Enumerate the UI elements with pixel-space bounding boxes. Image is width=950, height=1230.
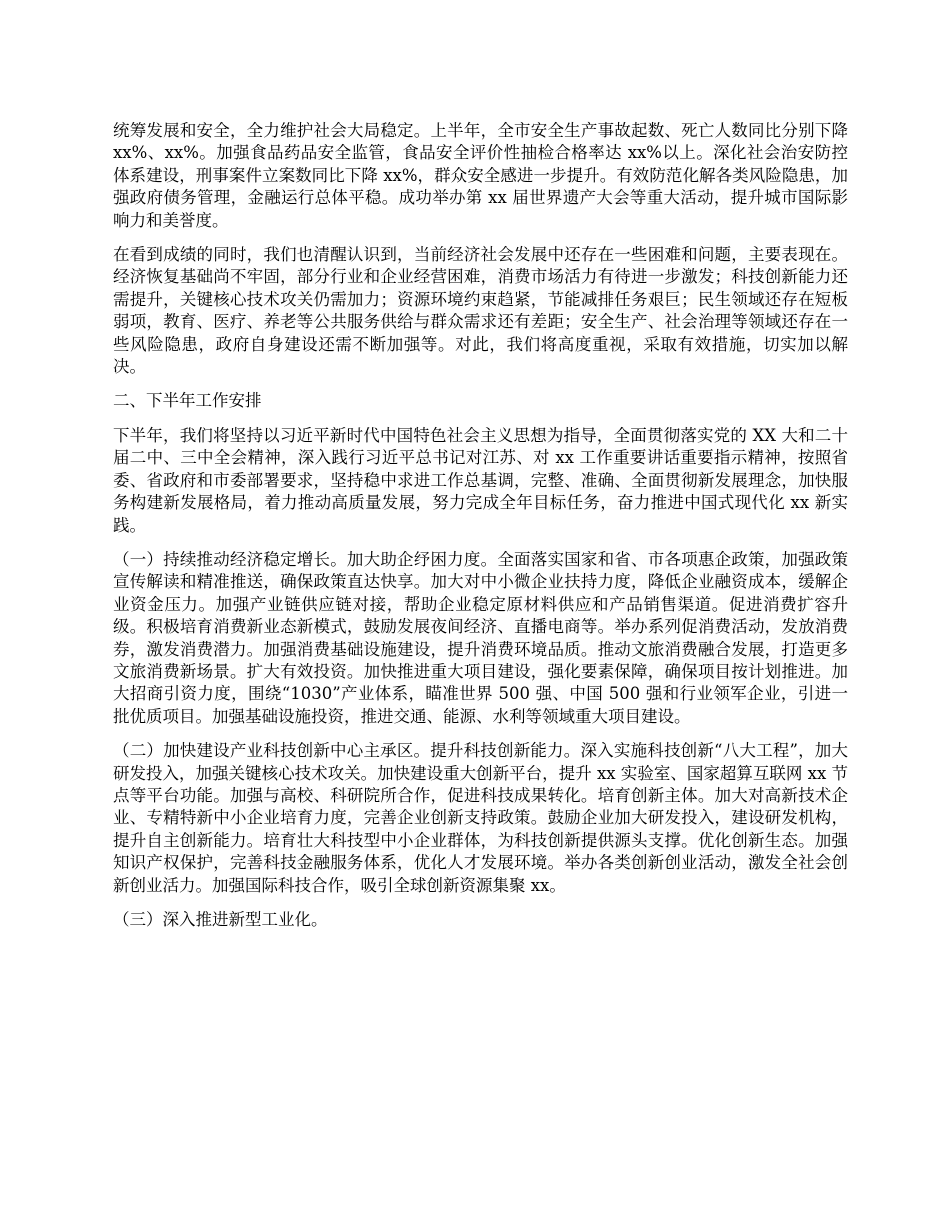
paragraph-economic-growth: （一）持续推动经济稳定增长。加大助企纾困力度。全面落实国家和省、市各项惠企政策，加强政策宣传解读和精准推送，确保政策直达快享。加大对中小微企业扶持力度，降低企业融资成本，缓解企业资金压力。加强产业链供应链对接，帮助企业稳定原材料供应和产品销售渠道。促进消费扩容升级。积极培育消费新业态新模式，鼓励发展夜间经济、直播电商等。举办系列促消费活动，发放消费券，激发消费潜力。加强消费基础设施建设，提升消费环境品质。推动文旅消费融合发展，打造更多文旅消费新场景。扩大有效投资。加快推进重大项目建设，强化要素保障，确保项目按计划推进。加大招商引资力度，围绕“1030”产业体系，瞄准世界 500 强、中国 500 强和行业领军企业，引进一批优质项目。加强基础设施投资，推进交通、能源、水利等领域重大项目建设。 [113, 549, 848, 726]
paragraph-innovation-center: （二）加快建设产业科技创新中心主承区。提升科技创新能力。深入实施科技创新“八大工程”，加大研发投入，加强关键核心技术攻关。加快建设重大创新平台，提升 xx 实验室、国家超算互联网 xx 节点等平台功能。加强与高校、科研院所合作，促进科技成果转化。培育创新主体。加大对高新技术企业、专精特新中小企业培育力度，完善企业创新支持政策。鼓励企业加大研发投入，建设研发机构，提升自主创新能力。培育壮大科技型中小企业群体，为科技创新提供源头支撑。优化创新生态。加强知识产权保护，完善科技金融服务体系，优化人才发展环境。举办各类创新创业活动，激发全社会创新创业活力。加强国际科技合作，吸引全球创新资源集聚 xx。 [113, 741, 848, 895]
paragraph-safety-stability: 统筹发展和安全，全力维护社会大局稳定。上半年，全市安全生产事故起数、死亡人数同比分别下降 xx%、xx%。加强食品药品安全监管，食品安全评价性抽检合格率达 xx%以上。深化社会治安防控体系建设，刑事案件立案数同比下降 xx%，群众安全感进一步提升。有效防范化解各类风险隐患，加强政府债务管理，金融运行总体平稳。成功举办第 xx 届世界遗产大会等重大活动，提升城市国际影响力和美誉度。 [113, 121, 848, 230]
section-heading-second-half-plan: 二、下半年工作安排 [113, 391, 262, 411]
paragraph-problems: 在看到成绩的同时，我们也清醒认识到，当前经济社会发展中还存在一些困难和问题，主要表现在。经济恢复基础尚不牢固，部分行业和企业经营困难，消费市场活力有待进一步激发；科技创新能力还需提升，关键核心技术攻关仍需加力；资源环境约束趋紧，节能减排任务艰巨；民生领域还存在短板弱项，教育、医疗、养老等公共服务供给与群众需求还有差距；安全生产、社会治理等领域还存在一些风险隐患，政府自身建设还需不断加强等。对此，我们将高度重视，采取有效措施，切实加以解决。 [113, 245, 848, 377]
paragraph-guiding-thought: 下半年，我们将坚持以习近平新时代中国特色社会主义思想为指导，全面贯彻落实党的 XX 大和二十届二中、三中全会精神，深入践行习近平总书记对江苏、对 xx 工作重要讲话重要指示精神，按照省委、省政府和市委部署要求，坚持稳中求进工作总基调，完整、准确、全面贯彻新发展理念，加快服务构建新发展格局，着力推动高质量发展，努力完成全年目标任务，奋力推进中国式现代化 xx 新实践。 [113, 425, 848, 535]
document-body [113, 120, 848, 943]
paragraph-new-industrialization: （三）深入推进新型工业化。 [113, 910, 328, 929]
